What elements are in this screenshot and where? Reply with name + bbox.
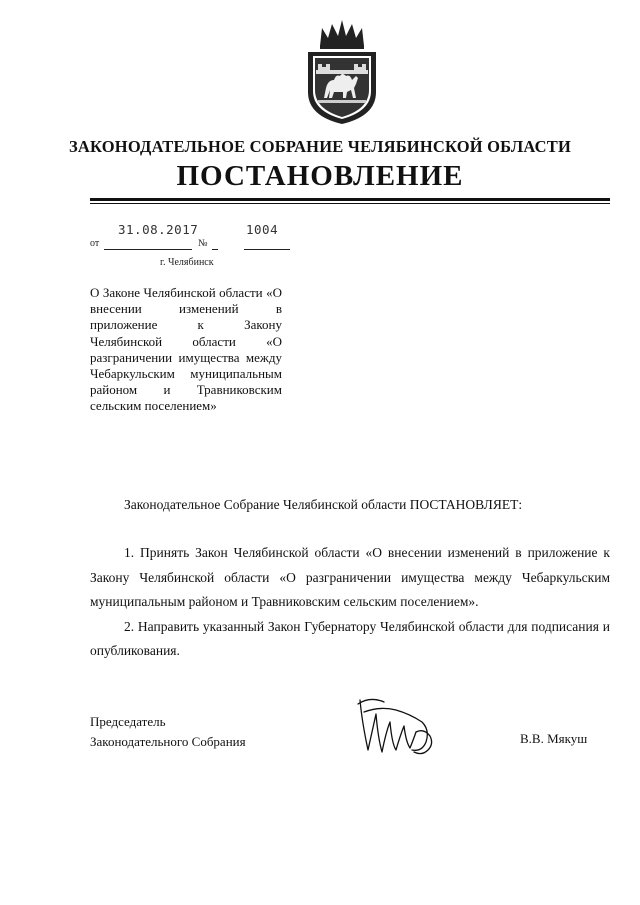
signatory-name: В.В. Мякуш [520, 731, 588, 746]
signatory-position-line1: Председатель [90, 714, 166, 729]
date-underline [104, 249, 192, 250]
city-label: г. Челябинск [160, 257, 214, 268]
header-divider-thin [90, 203, 610, 204]
handwritten-signature-icon [350, 692, 450, 764]
number-underline [244, 249, 290, 250]
preamble-text: Законодательное Собрание Челябинской области ПОСТАНОВЛЯЕТ: [124, 497, 523, 512]
document-subject: О Законе Челябинской области «О внесении изменений в приложение к Закону Челябинской области «О разграничении имущества между Чебаркульским муниципальным районом и Травниковским сельским поселением» [90, 285, 282, 414]
number-prefix-label: № [198, 238, 208, 249]
date-prefix-label: от [90, 238, 100, 249]
registration-date: 31.08.2017 [118, 222, 199, 237]
number-prefix-underline [212, 249, 218, 250]
coat-of-arms-icon [298, 18, 386, 126]
resolution-point: 1. Принять Закон Челябинской области «О внесении изменений в приложение к Закону Челябинской области «О разграничении имущества между Чебаркульским муниципальным районом и Травниковским сельским поселением». [90, 545, 610, 609]
document-type-title: ПОСТАНОВЛЕНИЕ [176, 160, 464, 192]
registration-number: 1004 [246, 222, 279, 237]
resolution-point: 2. Направить указанный Закон Губернатору Челябинской области для подписания и опубликования. [90, 618, 610, 658]
signatory-position-line2: Законодательного Собрания [90, 734, 246, 749]
organization-title: ЗАКОНОДАТЕЛЬНОЕ СОБРАНИЕ ЧЕЛЯБИНСКОЙ ОБЛАСТИ [68, 137, 572, 156]
signatory-position [90, 712, 246, 752]
resolution-points [90, 541, 610, 664]
header-divider-thick [90, 198, 610, 201]
